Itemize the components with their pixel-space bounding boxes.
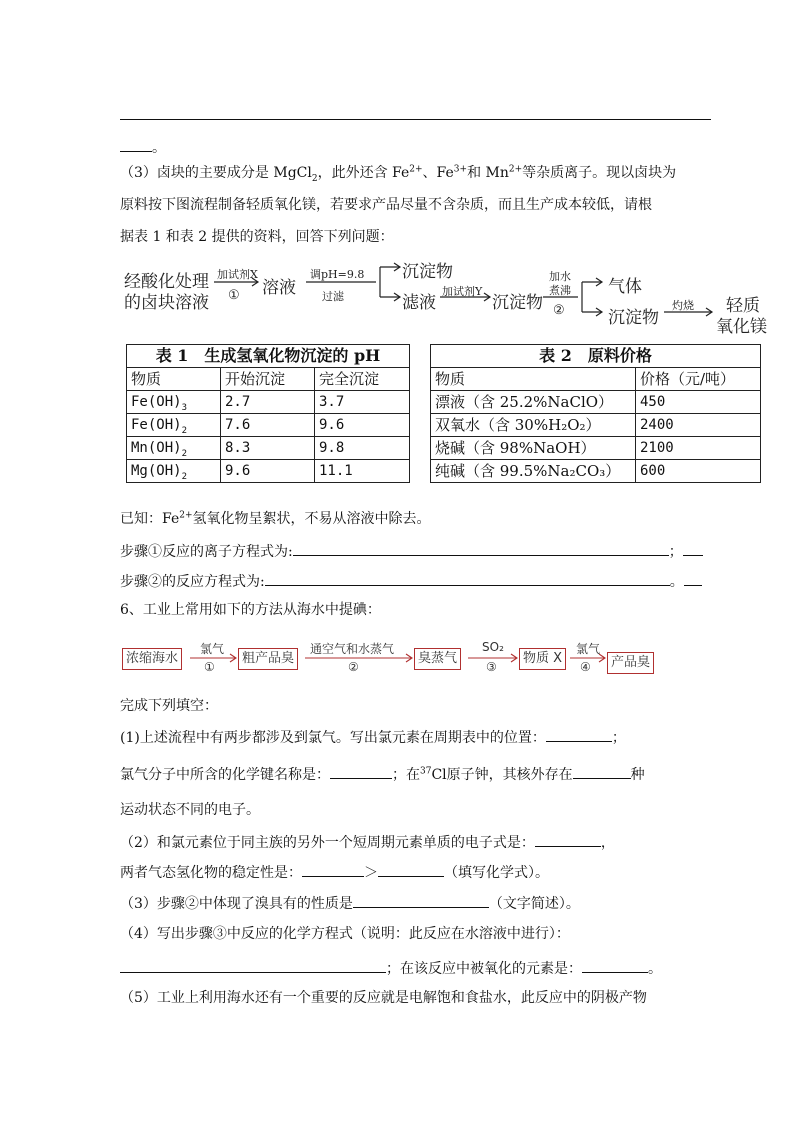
- flow1-precipitate3: 沉淀物: [608, 308, 659, 328]
- flow1-gas: 气体: [608, 277, 642, 297]
- table2-price: 2400: [636, 414, 761, 437]
- q6-part5: （5）工业上利用海水还有一个重要的反应就是电解饱和食盐水，此反应中的阴极产物: [120, 990, 647, 1006]
- table2-name: 双氧水（含 30%H₂O₂）: [431, 414, 636, 437]
- flow1-precipitate2: 沉淀物: [492, 293, 543, 313]
- q6-part1-b: 氯气分子中所含的化学键名称是： ；在$^{37}$Cl原子钟，其核外存在 种: [120, 763, 645, 785]
- step1-equation: 步骤①反应的离子方程式为: ；: [120, 540, 703, 562]
- table1-header: 开始沉淀: [221, 368, 315, 391]
- known-note: 已知：$Fe^{2+}$氢氧化物呈絮状，不易从溶液中除去。: [120, 510, 431, 527]
- q6-part3: （3）步骤②中体现了溴具有的性质是 （文字简述）。: [120, 892, 580, 914]
- table2-header: 物质: [431, 368, 636, 391]
- table1-start: 8.3: [221, 437, 315, 460]
- q6-part2-a: （2）和氯元素位于同主族的另外一个短周期元素单质的电子式是： ，: [120, 831, 615, 853]
- q6-part4-b: ；在该反应中被氧化的元素是： 。: [120, 957, 662, 979]
- table1-start: 7.6: [221, 414, 315, 437]
- flow1-start-1: 经酸化处理: [124, 272, 209, 292]
- flow2-label-2: 通空气和水蒸气: [310, 642, 395, 656]
- answer-blank[interactable]: [535, 831, 601, 847]
- answer-blank[interactable]: [582, 957, 648, 973]
- answer-line-short: 。: [120, 136, 166, 158]
- table1-formula: $Mg(OH)_2$: [127, 460, 221, 483]
- table-row: [127, 460, 410, 483]
- table1-end: 9.6: [315, 414, 410, 437]
- table1-end: 3.7: [315, 391, 410, 414]
- q3-line1: （3）卤块的主要成分是 MgCl$_2$，此外还含 $Fe^{2+}$、$Fe^{3+}$和 $Mn^{2+}$等杂质离子。现以卤块为: [120, 164, 677, 184]
- answer-blank[interactable]: [378, 861, 444, 877]
- table2-price: 2100: [636, 437, 761, 460]
- table2-title: 表 2 原料价格: [431, 345, 761, 368]
- flow2-step-2: ②: [348, 660, 359, 674]
- q3-line2: 原料按下图流程制备轻质氧化镁，若要求产品尽量不含杂质，而且生产成本较低，请根: [120, 197, 652, 213]
- flow1-boil-1: 加水: [549, 270, 571, 283]
- q6-part4-a: （4）写出步骤③中反应的化学方程式（说明：此反应在水溶液中进行）：: [120, 926, 570, 942]
- flow2-label-1: 氯气: [200, 642, 225, 656]
- table1-end: 9.8: [315, 437, 410, 460]
- flow1-burn: 灼烧: [672, 299, 694, 312]
- table1-start: 2.7: [221, 391, 315, 414]
- flow1-reagent-y: 加试剂Y: [442, 285, 483, 298]
- table1-formula: $Fe(OH)_3$: [127, 391, 221, 414]
- flow1-product-1: 轻质: [726, 296, 760, 316]
- answer-blank[interactable]: [293, 540, 669, 556]
- step2-equation: 步骤②的反应方程式为: 。: [120, 570, 702, 592]
- flow2-step-4: ④: [580, 660, 591, 674]
- q6-fill-instruction: 完成下列填空：: [120, 698, 218, 714]
- q6-part1-a: (1)上述流程中有两步都涉及到氯气。写出氯元素在周期表中的位置： ；: [120, 726, 626, 748]
- flow2-label-3: SO₂: [482, 640, 504, 654]
- table1-formula: $Mn(OH)_2$: [127, 437, 221, 460]
- answer-blank[interactable]: [265, 570, 670, 586]
- table-2: [430, 344, 761, 483]
- table2-name: 纯碱（含 99.5%Na₂CO₃）: [431, 460, 636, 483]
- answer-blank[interactable]: [120, 957, 386, 973]
- answer-blank[interactable]: [330, 763, 392, 779]
- flow2-box-5: 产品臭: [607, 652, 654, 674]
- table-row: [431, 414, 761, 437]
- table-row: [127, 437, 410, 460]
- table2-price: 600: [636, 460, 761, 483]
- flow1-filter: 过滤: [322, 290, 344, 303]
- flow1-step2: ②: [553, 303, 565, 318]
- table2-name: 漂液（含 25.2%NaClO）: [431, 391, 636, 414]
- flow1-step1: ①: [228, 288, 240, 303]
- answer-blank[interactable]: [353, 892, 489, 908]
- q6-title: 6、工业上常用如下的方法从海水中提碘：: [120, 602, 381, 618]
- flow2-label-4: 氯气: [576, 642, 601, 656]
- table1-title: 表 1 生成氢氧化物沉淀的 pH: [127, 345, 410, 368]
- answer-blank[interactable]: [546, 726, 612, 742]
- answer-blank[interactable]: [302, 861, 364, 877]
- q3-line3: 据表 1 和表 2 提供的资料，回答下列问题：: [120, 229, 394, 245]
- flow2-step-3: ③: [486, 660, 497, 674]
- table2-price: 450: [636, 391, 761, 414]
- flow1-reagent-x: 加试剂X: [217, 268, 258, 281]
- table-row: [431, 460, 761, 483]
- flow2-box-2: 粗产品臭: [238, 648, 298, 670]
- table1-end: 11.1: [315, 460, 410, 483]
- table-1: [126, 344, 410, 483]
- table1-header: 物质: [127, 368, 221, 391]
- flow2-box-4: 物质 X: [519, 648, 566, 670]
- flow2-box-3: 臭蒸气: [414, 648, 461, 670]
- flow-chart-1-arrows: [0, 0, 794, 340]
- table2-name: 烧碱（含 98%NaOH）: [431, 437, 636, 460]
- flow1-adjust-ph: 调pH=9.8: [310, 268, 365, 281]
- flow-chart-2-arrows: [0, 630, 794, 690]
- table-row: [127, 391, 410, 414]
- flow2-box-1: 浓缩海水: [122, 648, 182, 670]
- flow1-filtrate: 滤液: [402, 293, 436, 313]
- table1-header: 完全沉淀: [315, 368, 410, 391]
- flow1-solution: 溶液: [262, 278, 296, 298]
- flow1-product-2: 氧化镁: [716, 317, 767, 337]
- flow2-step-1: ①: [204, 660, 215, 674]
- table1-formula: $Fe(OH)_2$: [127, 414, 221, 437]
- flow1-precipitate1: 沉淀物: [402, 262, 453, 282]
- flow1-boil-2: 煮沸: [549, 284, 571, 297]
- table-row: [431, 437, 761, 460]
- q6-part1-c: 运动状态不同的电子。: [120, 802, 260, 818]
- table-row: [127, 414, 410, 437]
- q6-part2-b: 两者气态氢化物的稳定性是： ＞ （填写化学式）。: [120, 861, 549, 883]
- table2-header: 价格（元/吨）: [636, 368, 761, 391]
- answer-blank[interactable]: [573, 763, 631, 779]
- flow1-start-2: 的卤块溶液: [124, 293, 209, 313]
- table-row: [431, 391, 761, 414]
- table1-start: 9.6: [221, 460, 315, 483]
